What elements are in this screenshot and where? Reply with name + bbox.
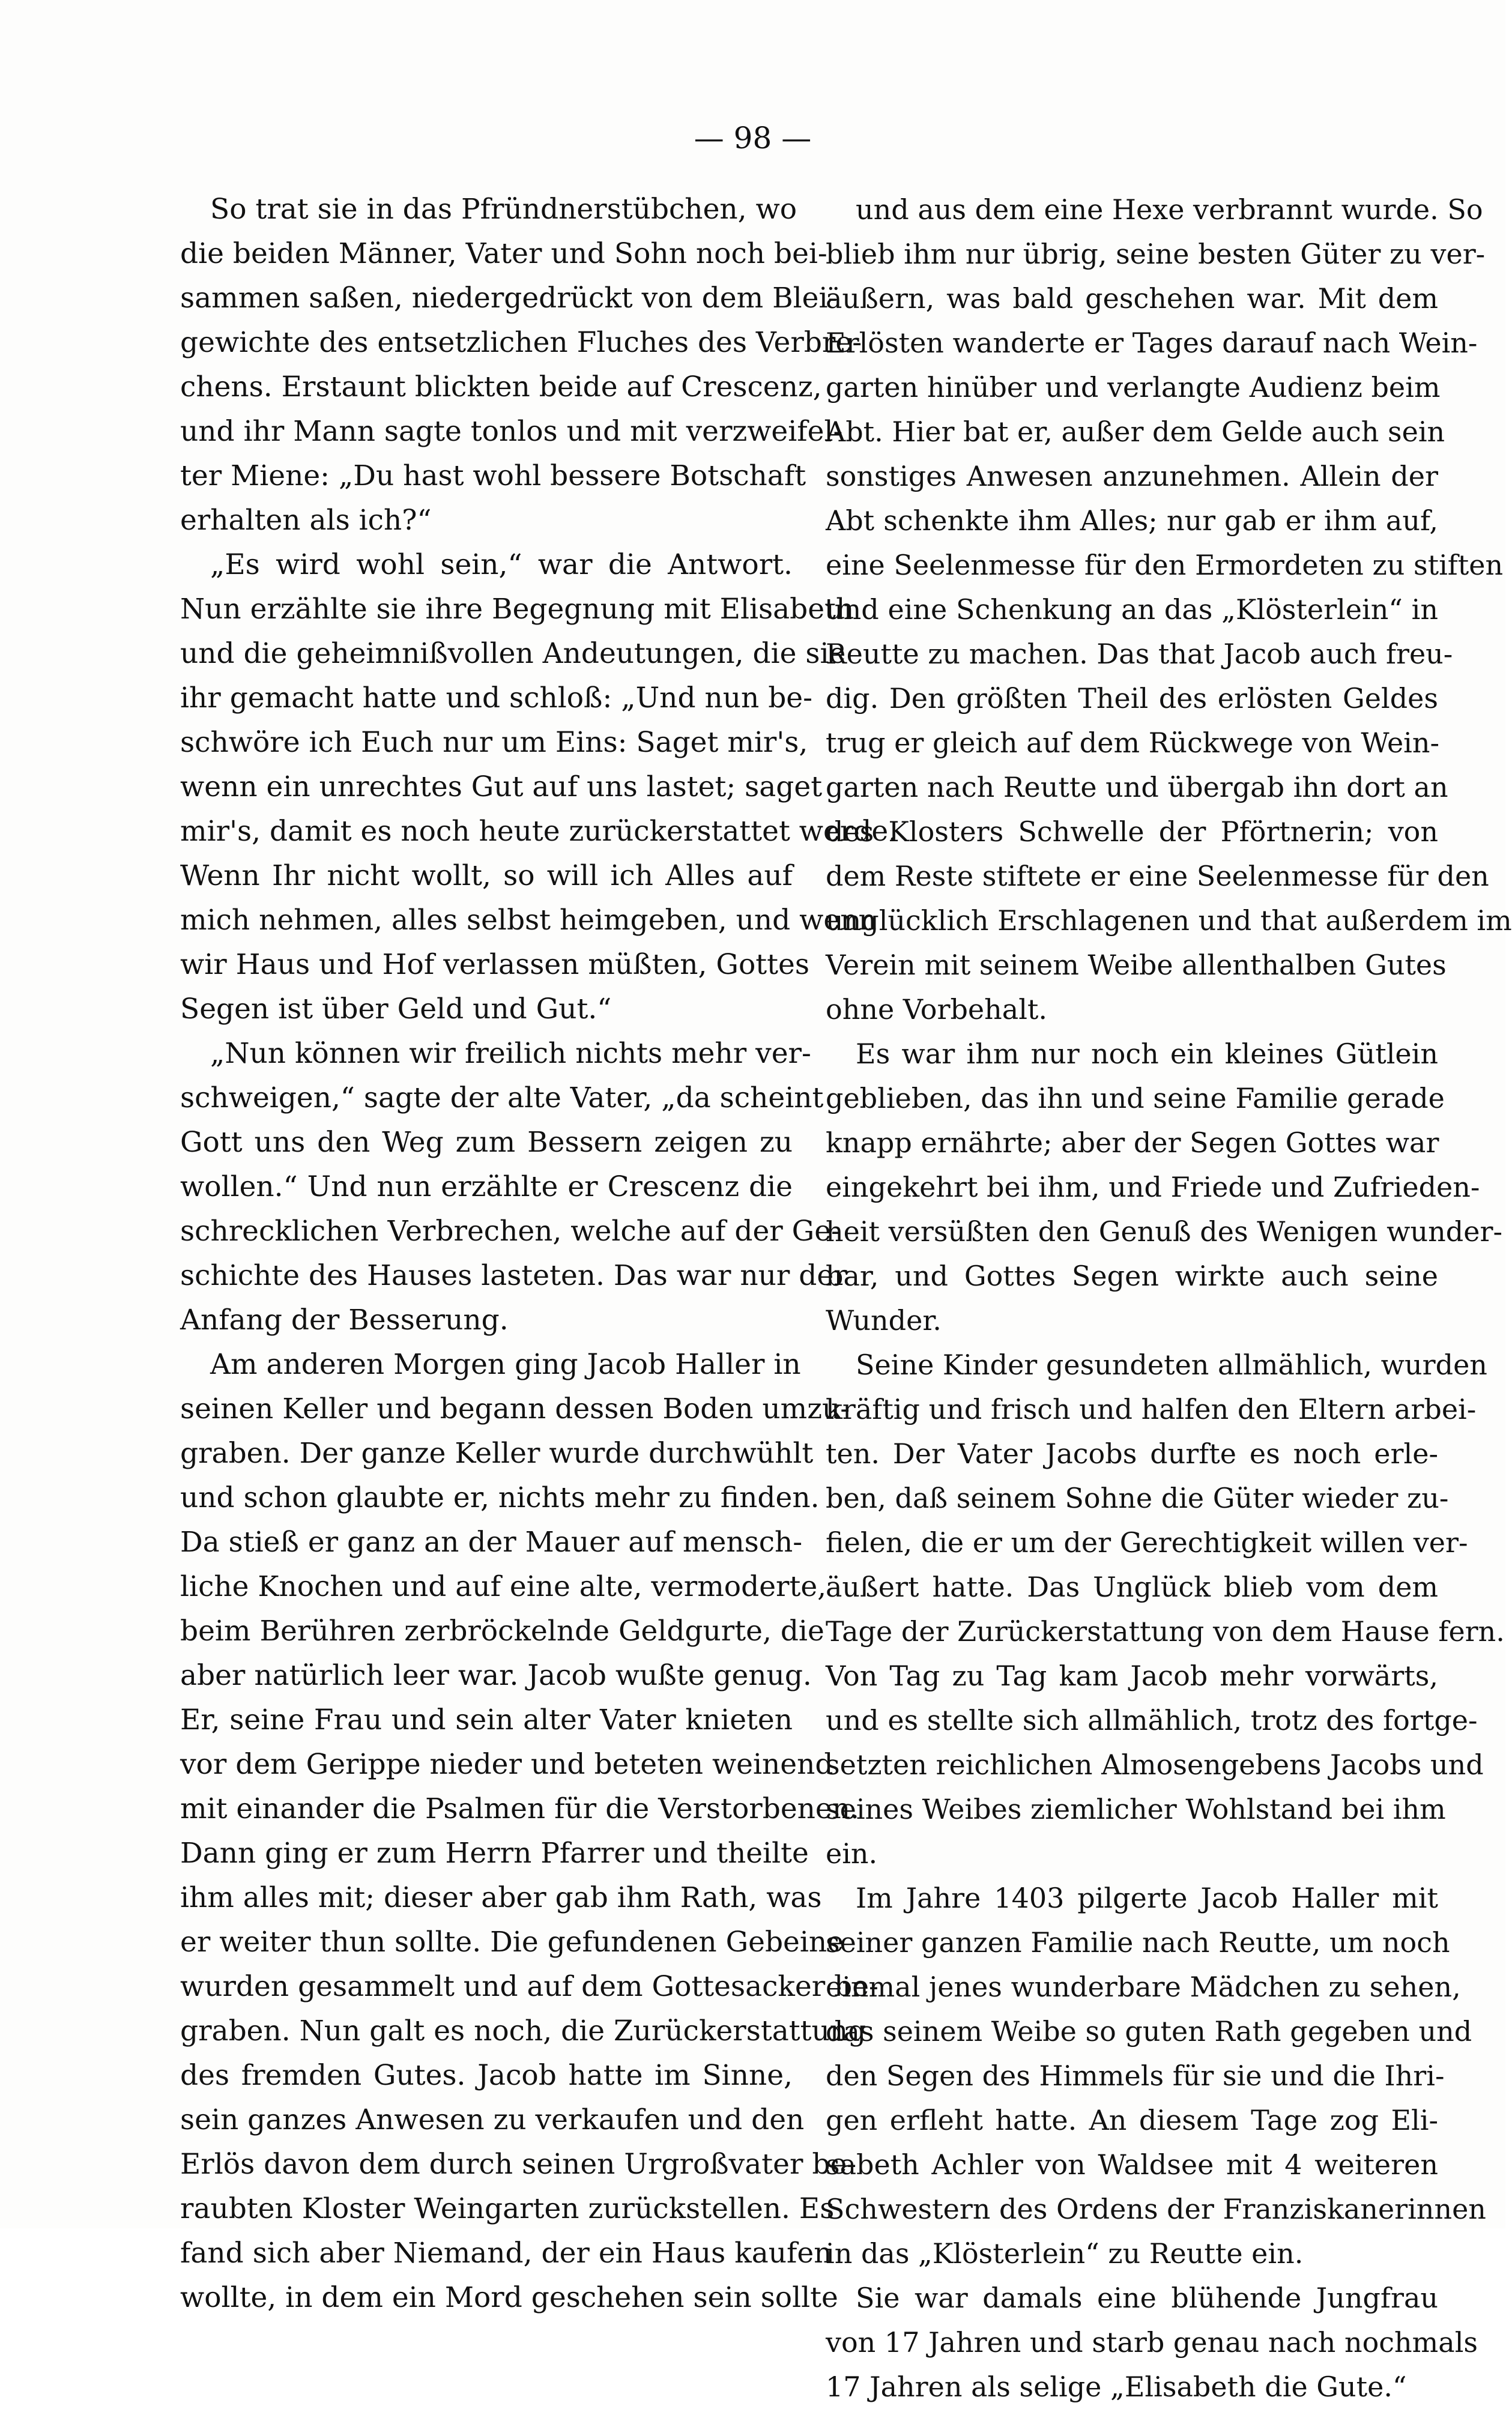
text-line: er weiter thun sollte. Die gefundenen Gebeine (180, 1926, 844, 1959)
text-line: in das „Klösterlein“ zu Reutte ein. (826, 2237, 1304, 2270)
text-line: gen erfleht hatte. An diesem Tage zog Eli- (826, 2104, 1438, 2136)
text-line: seines Weibes ziemlicher Wohlstand bei ihm (826, 1793, 1446, 1825)
text-line: ein. (826, 1837, 878, 1870)
text-line: mir's, damit es noch heute zurückerstattet werde. (180, 815, 898, 848)
text-line: mit einander die Psalmen für die Verstorbenen. (180, 1792, 859, 1825)
text-line: graben. Nun galt es noch, die Zurückerstattung (180, 2015, 866, 2048)
paragraph (826, 1876, 1486, 2276)
text-line: trug er gleich auf dem Rückwege von Wein- (826, 727, 1440, 759)
text-line: und eine Schenkung an das „Klösterlein“ in (826, 593, 1438, 626)
text-line: und aus dem eine Hexe verbrannt wurde. So (856, 193, 1483, 226)
text-line: ben, daß seinem Sohne die Güter wieder zu- (826, 1482, 1449, 1514)
text-line: seinen Keller und begann dessen Boden umzu- (180, 1392, 850, 1425)
text-line: geblieben, das ihn und seine Familie gerade (826, 1082, 1445, 1114)
text-line: den Segen des Himmels für sie und die Ihri- (826, 2060, 1445, 2092)
text-line: Seine Kinder gesundeten allmählich, wurden (856, 1349, 1487, 1381)
text-line: Wunder. (826, 1304, 942, 1337)
text-line: Reutte zu machen. Das that Jacob auch freu- (826, 638, 1453, 670)
text-line: So trat sie in das Pfründnerstübchen, wo (210, 193, 797, 226)
paragraph (180, 187, 862, 543)
text-line: fand sich aber Niemand, der ein Haus kaufen (180, 2237, 832, 2270)
text-line: Abt. Hier bat er, außer dem Gelde auch sein (826, 416, 1445, 448)
text-line: und die geheimnißvollen Andeutungen, die sie (180, 637, 846, 670)
text-line: beim Berühren zerbröckelnde Geldgurte, die (180, 1615, 824, 1648)
text-line: und es stellte sich allmählich, trotz des fortge- (826, 1704, 1478, 1736)
text-line: dem Reste stiftete er eine Seelenmesse für den (826, 860, 1489, 892)
text-line: einmal jenes wunderbare Mädchen zu sehen, (826, 1971, 1461, 2003)
text-line: Am anderen Morgen ging Jacob Haller in (210, 1348, 801, 1381)
text-line: sammen saßen, niedergedrückt von dem Blei- (180, 282, 838, 315)
text-line: Er, seine Frau und sein alter Vater knieten (180, 1703, 793, 1736)
text-line: Es war ihm nur noch ein kleines Gütlein (856, 1038, 1438, 1070)
text-line: Segen ist über Geld und Gut.“ (180, 993, 612, 1026)
text-line: Abt schenkte ihm Alles; nur gab er ihm auf, (826, 504, 1438, 537)
text-line: eine Seelenmesse für den Ermordeten zu stiften (826, 549, 1504, 581)
text-line: knapp ernährte; aber der Segen Gottes war (826, 1126, 1439, 1159)
text-line: raubten Kloster Weingarten zurückstellen. Es (180, 2192, 835, 2225)
text-line: setzten reichlichen Almosengebens Jacobs und (826, 1749, 1484, 1781)
text-line: Erlös davon dem durch seinen Urgroßvater be- (180, 2148, 857, 2181)
text-line: graben. Der ganze Keller wurde durchwühlt (180, 1437, 814, 1470)
paragraph (180, 1032, 847, 1343)
paragraph (180, 543, 898, 1032)
text-line: wurden gesammelt und auf dem Gottesacker be- (180, 1970, 878, 2003)
text-line: chens. Erstaunt blickten beide auf Crescenz, (180, 370, 822, 404)
text-line: die beiden Männer, Vater und Sohn noch bei- (180, 237, 827, 270)
text-line: eingekehrt bei ihm, und Friede und Zufrieden- (826, 1171, 1480, 1203)
text-line: sabeth Achler von Waldsee mit 4 weiteren (826, 2148, 1438, 2181)
text-line: Schwestern des Ordens der Franziskanerinnen (826, 2193, 1486, 2225)
text-line: gewichte des entsetzlichen Fluches des Verbre- (180, 326, 862, 359)
text-line: Anfang der Besserung. (180, 1304, 509, 1337)
text-line: kräftig und frisch und halfen den Eltern arbei- (826, 1393, 1477, 1425)
text-line: Tage der Zurückerstattung von dem Hause fern. (826, 1615, 1505, 1648)
text-line: Sie war damals eine blühende Jungfrau (856, 2282, 1438, 2314)
text-line: mich nehmen, alles selbst heimgeben, und wenn (180, 904, 877, 937)
text-line: Verein mit seinem Weibe allenthalben Gutes (826, 949, 1447, 981)
text-line: und schon glaubte er, nichts mehr zu finden. (180, 1481, 820, 1514)
text-line: äußert hatte. Das Unglück blieb vom dem (826, 1571, 1438, 1603)
text-line: wenn ein unrechtes Gut auf uns lastet; saget (180, 770, 823, 803)
text-line: schwöre ich Euch nur um Eins: Saget mir's, (180, 726, 808, 759)
text-line: sein ganzes Anwesen zu verkaufen und den (180, 2103, 805, 2136)
paragraph (826, 1343, 1505, 1876)
text-line: garten nach Reutte und übergab ihn dort an (826, 771, 1448, 803)
text-line: des Klosters Schwelle der Pförtnerin; von (826, 815, 1438, 848)
text-line: ter Miene: „Du hast wohl bessere Botschaft (180, 459, 806, 492)
text-line: schweigen,“ sagte der alte Vater, „da scheint (180, 1081, 824, 1114)
paragraph (826, 2276, 1478, 2409)
text-line: wollte, in dem ein Mord geschehen sein sollte (180, 2281, 838, 2314)
text-line: das seinem Weibe so guten Rath gegeben und (826, 2015, 1472, 2048)
text-line: ten. Der Vater Jacobs durfte es noch erle- (826, 1437, 1438, 1470)
text-line: Nun erzählte sie ihre Begegnung mit Elisabeth (180, 593, 854, 626)
text-line: aber natürlich leer war. Jacob wußte genug. (180, 1659, 812, 1692)
text-line: schichte des Hauses lasteten. Das war nur der (180, 1259, 847, 1292)
text-line: des fremden Gutes. Jacob hatte im Sinne, (180, 2059, 793, 2092)
text-line: sonstiges Anwesen anzunehmen. Allein der (826, 460, 1438, 492)
paragraph (826, 187, 1512, 1032)
text-line: und ihr Mann sagte tonlos und mit verzweifel- (180, 415, 843, 448)
text-line: Erlösten wanderte er Tages darauf nach Wein- (826, 327, 1478, 359)
text-line: fielen, die er um der Gerechtigkeit willen ver- (826, 1526, 1468, 1559)
text-line: garten hinüber und verlangte Audienz beim (826, 371, 1441, 404)
text-line: Da stieß er ganz an der Mauer auf mensch- (180, 1526, 803, 1559)
text-line: 17 Jahren als selige „Elisabeth die Gute.“ (826, 2371, 1407, 2403)
text-line: ihm alles mit; dieser aber gab ihm Rath, was (180, 1881, 822, 1914)
text-line: heit versüßten den Genuß des Wenigen wunder- (826, 1215, 1502, 1248)
text-line: äußern, was bald geschehen war. Mit dem (826, 282, 1438, 315)
text-line: „Es wird wohl sein,“ war die Antwort. (210, 548, 793, 581)
text-line: ihr gemacht hatte und schloß: „Und nun be- (180, 682, 813, 715)
text-line: unglücklich Erschlagenen und that außerdem im (826, 904, 1512, 937)
page-number: — 98 — (694, 121, 812, 156)
text-line: erhalten als ich?“ (180, 504, 432, 537)
text-line: Gott uns den Weg zum Bessern zeigen zu (180, 1126, 793, 1159)
text-line: wir Haus und Hof verlassen müßten, Gottes (180, 948, 809, 981)
text-line: vor dem Gerippe nieder und beteten weinend (180, 1748, 833, 1781)
paragraph (180, 1343, 878, 2320)
text-line: Dann ging er zum Herrn Pfarrer und theilte (180, 1837, 809, 1870)
text-line: Wenn Ihr nicht wollt, so will ich Alles auf (180, 859, 793, 892)
text-line: von 17 Jahren und starb genau nach nochmals (826, 2326, 1478, 2359)
text-line: seiner ganzen Familie nach Reutte, um noch (826, 1926, 1450, 1959)
paragraph (826, 1032, 1502, 1343)
text-line: Von Tag zu Tag kam Jacob mehr vorwärts, (826, 1660, 1438, 1692)
text-line: wollen.“ Und nun erzählte er Crescenz die (180, 1170, 793, 1203)
text-line: bar, und Gottes Segen wirkte auch seine (826, 1260, 1438, 1292)
text-line: blieb ihm nur übrig, seine besten Güter zu ver- (826, 238, 1486, 270)
text-line: Im Jahre 1403 pilgerte Jacob Haller mit (856, 1882, 1438, 1914)
right-column (826, 187, 1512, 2409)
text-line: schrecklichen Verbrechen, welche auf der Ge- (180, 1215, 841, 1248)
text-line: „Nun können wir freilich nichts mehr ver- (210, 1037, 811, 1070)
text-line: ohne Vorbehalt. (826, 993, 1048, 1026)
text-line: dig. Den größten Theil des erlösten Geldes (826, 682, 1438, 715)
text-line: liche Knochen und auf eine alte, vermoderte, (180, 1570, 827, 1603)
